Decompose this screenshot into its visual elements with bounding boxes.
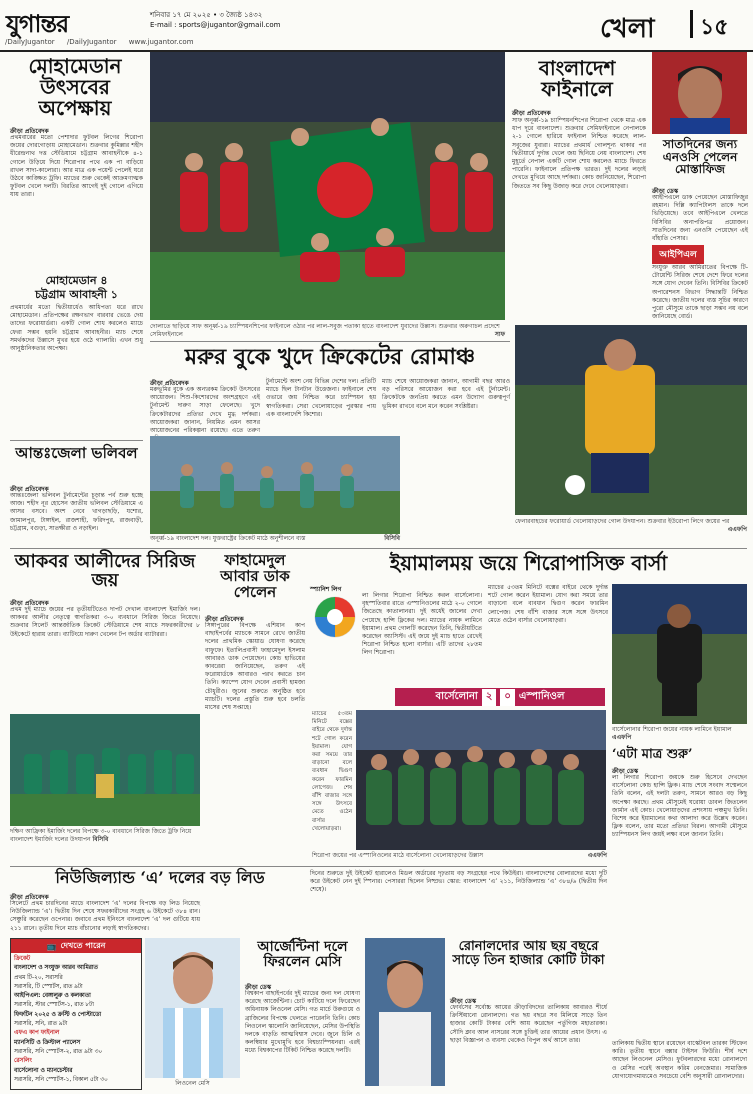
football-photo-illustration — [515, 325, 747, 515]
mustafiz-body-cont: সংযুক্ত আরব আমিরাতের বিপক্ষে টি-টোয়েন্টি সিরিজ শেষে দেশে ফিরে দলের সঙ্গে যোগ দেবেন তিনি। বিসিবির ক্রিকেট অপারেশনস বিভাগ সিদ্ধান্তটি নিশ্চিত করেছে। জাতীয় দলের ব্যস্ত সূচির কারণে পুরো মৌসুমে তাকে ছাড়া সম্ভব নয় বলে জানিয়েছে বোর্ড। — [652, 264, 748, 321]
tv-line: ফিফটিন ২০২৫ ও ক্রস্টি ও পোস্টাডো — [14, 1011, 102, 1018]
bangladesh-final-body: সাফ অনূর্ধ্ব-১৯ চ্যাম্পিয়নশিপের শিরোপা থেকে মাত্র এক ধাপ দূরে বাংলাদেশ। শুক্রবার সেমিফাইনালে নেপালকে ২-১ গোলে হারিয়ে ফাইনাল নিশ্চিত করেছে লাল-সবুজের যুবারা। ম্যাচের প্রথমার্ধ গোলশূন্য থাকার পর দ্বিতীয়ার্ধে দুর্দান্ত খেলে জয় ছিনিয়ে নেয় বাংলাদেশ। শেষ মুহূর্তে নেপাল একটি গোল শোধ করলেও ম্যাচে ফিরতে পারেনি। ফাইনালে প্রতিপক্ষ ভারত। দুই দলের লড়াই দেখতে মুখিয়ে আছে দর্শকরা। কোচ জানিয়েছেন, শিরোপা জিততে সব কিছু উজাড় করে দেবে খেলোয়াড়রা। — [512, 117, 646, 190]
u19-photo-caption — [150, 323, 505, 339]
divider — [10, 548, 747, 549]
photo-credit: বিসিবি — [384, 535, 400, 542]
desert-cricket-headline: মরুর বুকে খুদে ক্রিকেটের রোমাঞ্চ — [184, 344, 476, 370]
tv-guide-title: দেখতে পারেন — [60, 940, 106, 950]
tv-line: সরাসরি, টি স্পোর্টস, রাত ৯টা — [14, 983, 83, 990]
yamal-photo-illustration — [612, 584, 747, 724]
score-line-1: মোহামেডান ৪ — [45, 274, 108, 287]
new-zealand-headline: নিউজিল্যান্ড ‘এ’ দলের বড় লিড — [55, 868, 265, 887]
tv-icon: 📺 — [46, 941, 57, 951]
fahamidul-headline: ফাহামেদুল আবার ডাক পেলেন — [220, 551, 290, 601]
tv-line: এফএ কাপ ফাইনাল — [14, 1030, 60, 1037]
mohammedan-body: প্রথমবারের মতো পেশাদার ফুটবল লিগের শিরোপা জয়ের দোরগোড়ায় মোহামেডান। শুক্রবার কুমিল্লার শহীদ ধীরেন্দ্রনাথ দত্ত স্টেডিয়ামে চট্টগ্রাম আবাহনীকে ৪-১ গোলে উড়িয়ে দিয়ে শিরোপার পথে এক পা বাড়িয়ে রাখল সাদা-কালোরা। আর মাত্র এক পয়েন্ট পেলেই ঘরে উঠবে কাঙ্ক্ষিত ট্রফি। ম্যাচের শুরু থেকেই আক্রমণাত্মক ফুটবল খেলে দলটি। বিরতির আগেই দুই গোলে এগিয়ে যায় তারা। — [10, 134, 143, 199]
tv-line: ক্রিকেট — [14, 956, 31, 962]
team-photo-illustration — [10, 714, 200, 826]
tv-line: বার্সেলোনা ও ম্যানচেস্টার — [14, 1067, 73, 1074]
akbar-headline: আকবর আলীদের সিরিজ জয় — [14, 551, 196, 591]
facebook-link[interactable]: /DailyJugantor — [5, 38, 55, 46]
cricket-training-photo — [150, 436, 400, 534]
ronaldo-body-2: তালিকায় দ্বিতীয় স্থানে রয়েছেন বাস্কেটবল তারকা স্টিফেন কারি। তৃতীয় স্থানে বক্সার টাইসন ফিউরি। শীর্ষ দশে আছেন লিওনেল মেসিও। ফুটবলারদের মধ্যে রোনালদো ও মেসির পরেই অবস্থান করিম বেনজেমার। সামাজিক যোগাযোগমাধ্যমেও সবচেয়ে বেশি অনুসারী রোনালদোর। — [612, 1040, 747, 1080]
mohammedan-body-2: প্রথমার্ধের মতো দ্বিতীয়ার্ধেও আধিপত্য ধরে রাখে মোহামেডান। প্রতিপক্ষের রক্ষণভাগ বারবার ভেঙে দেয় তাদের ফরোয়ার্ডরা। একটি গোল শোধ করলেও ম্যাচে ফেরা সম্ভব হয়নি চট্টগ্রাম আবাহনীর। ম্যাচ শেষে সমর্থকদের উল্লাসে মুখর হয়ে ওঠে গ্যালারি। এখন শুধু আনুষ্ঠানিকতার অপেক্ষা। — [10, 304, 143, 353]
bangladesh-final-headline: বাংলাদেশ ফাইনালে — [538, 56, 616, 101]
tv-line: বাংলাদেশ ও সংযুক্ত আরব আমিরাত — [14, 965, 98, 972]
messi-photo — [145, 938, 240, 1078]
masthead — [0, 0, 753, 52]
page-number: ১৫ — [700, 15, 729, 40]
match-score-bar — [395, 688, 605, 706]
u19-photo-illustration — [150, 52, 505, 320]
desert-cricket-byline: ক্রীড়া প্রতিবেদক — [150, 380, 189, 387]
messi-caption: লিওনেল মেসি — [175, 1080, 210, 1087]
football-celebration-photo — [515, 325, 747, 515]
tv-line: প্রথম টি-২০, সরাসরি — [14, 974, 63, 981]
tv-guide-header — [11, 939, 141, 953]
messi-byline: ক্রীড়া ডেস্ক — [245, 984, 272, 991]
divider — [150, 341, 510, 342]
football-photo-caption — [515, 518, 747, 544]
photo-credit: এএফপি — [612, 734, 632, 741]
tv-line: সরাসরি, সনি, রাত ৯টা — [14, 1021, 68, 1028]
newspaper-logo: যুগান্তর — [6, 9, 69, 38]
cricket-photo-illustration — [150, 436, 400, 534]
ronaldo-portrait — [365, 938, 445, 1086]
messi-headline: আর্জেন্টিনা দলে ফিরলেন মেসি — [257, 939, 348, 970]
angelo-headline: আন্তঃজেলা ভলিবল — [15, 444, 138, 462]
score-line-2: চট্টগ্রাম আবাহনী ১ — [35, 288, 118, 301]
barca-celebration-photo — [356, 710, 606, 850]
angelo-byline: ক্রীড়া প্রতিবেদক — [10, 486, 49, 493]
mustafiz-photo — [652, 52, 747, 134]
mustafiz-byline: ক্রীড়া ডেস্ক — [652, 188, 679, 195]
new-zealand-body-2: দিনের শুরুতে দুই উইকেট হারালেও মিডল অর্ডারের দৃঢ়তায় বড় সংগ্রহের পথে কিউইরা। বাংলাদেশের বোলারদের মধ্যে দুটি করে উইকেট নেন দুই স্পিনার। পেসাররা ছিলেন নিষ্প্রভ। স্কোর: বাংলাদেশ ‘এ’ ২১১, নিউজিল্যান্ড ‘এ’ ৩৮৪/৬ (দ্বিতীয় দিন শেষে)। — [310, 870, 607, 894]
photo-credit: বিসিবি — [92, 836, 109, 843]
yamal-headline: ইয়ামালময় জয়ে শিরোপাসিক্ত বার্সা — [389, 551, 668, 575]
yamal-body: লা লিগার শিরোপা নিশ্চিত করল বার্সেলোনা। বৃহস্পতিবার রাতে এস্পানিওলের মাঠে ২-০ গোলে জিতেছে কাতালানরা। দুই অর্ধেই জালের দেখা পেয়েছে হান্সি ফ্লিকের দল। ম্যাচের নায়ক লামিনে ইয়ামাল। প্রথম গোলটি করেছেন তিনি, দ্বিতীয়টিতে করেছেন অ্যাসিস্ট। এই জয়ে দুই ম্যাচ হাতে রেখেই শিরোপা নিশ্চিত হলো বার্সার। এটি তাদের ২৮তম লিগ শিরোপা। — [362, 592, 482, 657]
social-links — [5, 38, 204, 46]
caption-text: ফেনারবাহচের ফরোয়ার্ড খেলোয়াড়দের গোল উদযাপন। শুক্রবার ইউরোপা লিগে জয়ের পর — [515, 518, 730, 525]
fahamidul-byline: ক্রীড়া প্রতিবেদক — [205, 616, 244, 623]
bangladesh-final-byline: ক্রীড়া প্রতিবেদক — [512, 110, 551, 117]
section-title: খেলা — [600, 14, 655, 44]
twitter-link[interactable]: /DailyJugantor — [66, 38, 117, 46]
barca-photo-caption — [312, 852, 607, 862]
ronaldo-body: ফোর্বসের সর্বোচ্চ আয়ের ক্রীড়াবিদদের তালিকায় আবারও শীর্ষে ক্রিস্টিয়ানো রোনালদো। গত ছয় বছরে সব মিলিয়ে সাড়ে তিন হাজার কোটি টাকার বেশি আয় করেছেন পর্তুগিজ মহাতারকা। সৌদি ক্লাব আল নাসরের সঙ্গে চুক্তিই তার আয়ের প্রধান উৎস। এ ছাড়া বিজ্ঞাপন ও ব্যবসা থেকেও বিপুল অর্থ আসে তার। — [450, 1004, 607, 1044]
laliga-icon — [312, 594, 358, 640]
desert-cricket-body: মরুভূমির বুকে এক অন্যরকম ক্রিকেট উৎসবের আয়োজন। শিশু-কিশোরদের অংশগ্রহণে এই টুর্নামেন্ট দারুণ সাড়া ফেলেছে। খুদে ক্রিকেটারদের প্রতিভা দেখে মুগ্ধ দর্শকরা। আয়োজকরা জানান, নিয়মিত এমন আসর আয়োজনের পরিকল্পনা রয়েছে। এতে তরুণ — [150, 386, 260, 435]
date-line — [150, 10, 280, 30]
fahamidul-body: সিঙ্গাপুরের বিপক্ষে এশিয়ান কাপ বাছাইপর্বের ম্যাচকে সামনে রেখে জাতীয় দলের প্রাথমিক স্কোয়াড ঘোষণা করেছে বাফুফে। ইতালিপ্রবাসী ফাহামেদুল ইসলাম আবারও ডাক পেয়েছেন। কোচ হাভিয়ের কাবরেরা জানিয়েছেন, তরুণ এই ফরোয়ার্ডকে আবারও পরখ করতে চান তিনি। ক্যাম্পে যোগ দেবেন প্রবাসী হামজা চৌধুরীও। জুনের শুরুতে অনুষ্ঠিত হবে ম্যাচটি। দলের প্রস্তুতি শুরু হবে চলতি মাসের শেষ সপ্তাহে। — [205, 622, 305, 712]
desert-cricket-body-3: ম্যাচ শেষে আয়োজকরা জানান, আগামী বছর আরও বড় পরিসরে আয়োজন করা হবে এই টুর্নামেন্ট। ক্রিকেটকে জনপ্রিয় করতে এমন উদ্যোগ গুরুত্বপূর্ণ ভূমিকা রাখবে বলে মনে করেন সংশ্লিষ্টরা। — [382, 378, 510, 410]
cricket-photo-caption — [150, 535, 400, 545]
ronaldo-headline: রোনালদোর আয় ছয় বছরে সাড়ে তিন হাজার কোটি টাকা — [452, 939, 605, 968]
eta-matro-body: লা লিগার শিরোপা জয়কে শুরু হিসেবে দেখছেন বার্সেলোনা কোচ হান্সি ফ্লিক। ম্যাচ শেষে সংবাদ সম্মেলনে তিনি বলেন, এই দলটা তরুণ, সামনে আরও বড় কিছু অপেক্ষা করছে। প্রথম মৌসুমেই ঘরোয়া ডাবল জিতলেন জার্মান এই কোচ। খেলোয়াড়দের প্রশংসায় পঞ্চমুখ তিনি। বিশেষ করে ইয়ামালের কথা আলাদা করে উল্লেখ করেন। ফ্লিক বলেন, তার মতো প্রতিভা বিরল। আগামী মৌসুমে চ্যাম্পিয়নস লিগ জয়ই লক্ষ্য বলে জানান তিনি। — [612, 774, 747, 839]
angelo-body: আন্তঃজেলা ভলিবল টুর্নামেন্টের চূড়ান্ত পর্ব শুরু হচ্ছে আজ। শহীদ নূর হোসেন জাতীয় ভলিবল স্টেডিয়ামে এ আসর বসবে। অংশ নেবে খাগড়াছড়ি, যশোর, জামালপুর, টাঙ্গাইল, রাজশাহী, ফরিদপুর, রাজবাড়ী, চট্টগ্রাম, বগুড়া, সাতক্ষীরা ও নড়াইল। — [10, 492, 143, 532]
desert-cricket-body-2: টুর্নামেন্টে অংশ নেয় বিভিন্ন দেশের দল। প্রতিটি ম্যাচে ছিল টানটান উত্তেজনা। ফাইনালে শেষ ওভারে জয় নিশ্চিত করে চ্যাম্পিয়ন হয় স্বাগতিকরা। সেরা খেলোয়াড়ের পুরস্কার পায় এক বাংলাদেশি কিশোর। — [266, 378, 376, 418]
akbar-body: প্রথম দুই ম্যাচে জয়ের পর তৃতীয়টিতেও দাপট দেখাল বাংলাদেশ ইমার্জিং দল। আকবর আলীর নেতৃত্বে স্বাগতিকরা ৩-০ ব্যবধানে সিরিজ জিতে নিয়েছে। শুক্রবার সিলেট আন্তর্জাতিক ক্রিকেট স্টেডিয়ামে শেষ ম্যাচে সফরকারীদের ৮ উইকেটে হারায় তারা। ব্যাটিংয়ে দারুণ খেলেন টপ অর্ডার ব্যাটাররা। — [10, 606, 200, 638]
tv-line: সরাসরি, সনি স্পোর্টস-১, বিকাল ৫টা ৩০ — [14, 1076, 108, 1083]
messi-portrait — [145, 938, 240, 1078]
yamal-photo-caption — [612, 726, 747, 744]
caption-text: দক্ষিণ আফ্রিকা ইমার্জিং দলের বিপক্ষে ৩-০ ব্যবধানে সিরিজ জিতে ট্রফি নিয়ে বাংলাদেশ ইমার্জিং দলের উদযাপন — [10, 828, 192, 843]
date-text: শনিবার ১৭ মে ২০২৫ • ৩ জ্যৈষ্ঠ ১৪৩২ — [150, 11, 263, 19]
email-text: E-mail : sports@jugantor@gmail.com — [150, 21, 281, 29]
caption-text: দোলাতে ছাড়িয়ে সাফ অনূর্ধ্ব-১৯ চ্যাম্পিয়নশিপের ফাইনালে ওঠার পর লাল-সবুজ পতাকা হাতে বাংলাদেশ যুবাদের উল্লাস। শুক্রবার অরুণাচল প্রদেশে সেমিফাইনালে — [150, 323, 500, 338]
tv-line: সরাসরি, সনি স্পোর্টস-২, রাত ৯টা ৩০ — [14, 1048, 103, 1055]
ronaldo-byline: ক্রীড়া ডেস্ক — [450, 998, 477, 1005]
yamal-photo — [612, 584, 747, 724]
divider — [10, 866, 607, 867]
u19-celebration-photo — [150, 52, 505, 320]
team-1-name: বার্সেলোনা — [435, 690, 478, 702]
emerging-team-photo — [10, 714, 200, 826]
tv-line: রেসলিং — [14, 1058, 32, 1065]
ronaldo-photo — [365, 938, 445, 1086]
divider — [10, 440, 143, 441]
website-link[interactable]: www.jugantor.com — [128, 38, 194, 46]
eta-matro-headline: ‘এটা মাত্র শুরু’ — [612, 747, 693, 762]
barca-photo-illustration — [356, 710, 606, 850]
tv-guide-list — [11, 953, 141, 1087]
team-2-name: এস্পানিওল — [518, 690, 565, 702]
new-zealand-byline: ক্রীড়া প্রতিবেদক — [10, 894, 49, 901]
photo-credit: এএফপি — [727, 526, 747, 533]
team-1-score: ২ — [482, 689, 497, 706]
akbar-byline: ক্রীড়া প্রতিবেদক — [10, 600, 49, 607]
mohammedan-byline: ক্রীড়া প্রতিবেদক — [10, 128, 49, 135]
photo-credit: এএফপি — [587, 852, 607, 859]
yamal-body-2: ম্যাচের ৫৩তম মিনিটে বক্সের বাইরে থেকে দুর্দান্ত শটে গোল করেন ইয়ামাল। যোগ করা সময়ে তার বাড়ানো বলে ব্যবধান দ্বিগুণ করেন ফারমিন লোপেজ। শেষ বাঁশি বাজার সঙ্গে সঙ্গে উৎসবে মেতে ওঠেন বার্সার খেলোয়াড়রা। — [488, 584, 608, 624]
masthead-divider — [690, 10, 693, 38]
emerging-photo-caption — [10, 828, 200, 846]
eta-matro-byline: ক্রীড়া ডেস্ক — [612, 768, 639, 775]
mustafiz-portrait — [652, 52, 747, 134]
photo-credit: সাফ — [494, 331, 505, 338]
laliga-logo — [312, 594, 358, 640]
mustafiz-headline: সাতদিনের জন্য এনওসি পেলেন মোস্তাফিজ — [662, 137, 738, 177]
mustafiz-body: আইপিএলে ডাক পেয়েছেন মোস্তাফিজুর রহমান। দিল্লি ক্যাপিটালস তাকে দলে ভিড়িয়েছে। তবে আইপিএলে খেলতে বিসিবির অনাপত্তিপত্র প্রয়োজন। সাতদিনের জন্য এনওসি পেয়েছেন এই বাঁহাতি পেসার। — [652, 194, 748, 243]
mohammedan-score — [10, 274, 143, 302]
caption-text: শিরোপা জয়ের পর এস্পানিওলের মাঠে বার্সেলোনা খেলোয়াড়দের উল্লাস — [312, 852, 484, 859]
tv-line: সরাসরি, স্টার স্পোর্টস-১, রাত ৮টা — [14, 1002, 94, 1009]
ipl-badge: আইপিএল — [652, 245, 704, 264]
tv-guide-box — [10, 938, 142, 1090]
messi-body: বিশ্বকাপ বাছাইপর্বের দুই ম্যাচের জন্য দল ঘোষণা করেছে আর্জেন্টিনা। চোট কাটিয়ে দলে ফিরেছেন অধিনায়ক লিওনেল মেসি। গত মার্চে উরুগুয়ে ও ব্রাজিলের বিপক্ষে খেলতে পারেননি তিনি। কোচ লিওনেল স্কালোনি জানিয়েছেন, মেসির উপস্থিতি দলকে বাড়তি আত্মবিশ্বাস দেবে। জুনে চিলি ও কলম্বিয়ার মুখোমুখি হবে বিশ্বচ্যাম্পিয়নরা। এরই মধ্যে বিশ্বকাপের টিকিট নিশ্চিত করেছে দলটি। — [245, 990, 360, 1055]
team-2-score: ০ — [500, 689, 515, 706]
yamal-byline: স্প্যানিশ লিগ — [310, 586, 342, 593]
new-zealand-body: সিলেটে প্রথম চারদিনের ম্যাচে বাংলাদেশ ‘এ’ দলের বিপক্ষে বড় লিড নিয়েছে নিউজিল্যান্ড ‘এ’। দ্বিতীয় দিন শেষে সফরকারীদের সংগ্রহ ৬ উইকেটে ৩৮৪ রান। সেঞ্চুরি করেছেন ওপেনার। জবাবে প্রথম ইনিংসে বাংলাদেশ ‘এ’ দল গুটিয়ে যায় ২১১ রানে। তৃতীয় দিনে ম্যাচ বাঁচানোর লড়াই স্বাগতিকদের। — [10, 900, 200, 932]
mohammedan-headline: মোহামেডান উৎসবের অপেক্ষায় — [28, 54, 122, 120]
tv-line: ম্যানসিটি ও ক্রিস্টাল প্যালেস — [14, 1039, 81, 1046]
yamal-side-text: ম্যাচের ৫৩তম মিনিটে বক্সের বাইরে থেকে দুর্দান্ত শটে গোল করেন ইয়ামাল। যোগ করা সময়ে তার বাড়ানো বলে ব্যবধান দ্বিগুণ করেন ফারমিন লোপেজ। শেষ বাঁশি বাজার সঙ্গে সঙ্গে উৎসবে মেতে ওঠেন বার্সার খেলোয়াড়রা। — [312, 711, 352, 832]
caption-text: অনূর্ধ্ব-১৯ বাংলাদেশ দল। যুক্তরাষ্ট্রের ক্রিকেট মাঠে অনুশীলনে ব্যস্ত — [150, 535, 306, 542]
tv-line: আইপিএল: বেঙ্গালুরু ও কলকাতা — [14, 993, 91, 1000]
caption-text: বার্সেলোনার শিরোপা জয়ের নায়ক লামিনে ইয়ামাল — [612, 726, 732, 733]
